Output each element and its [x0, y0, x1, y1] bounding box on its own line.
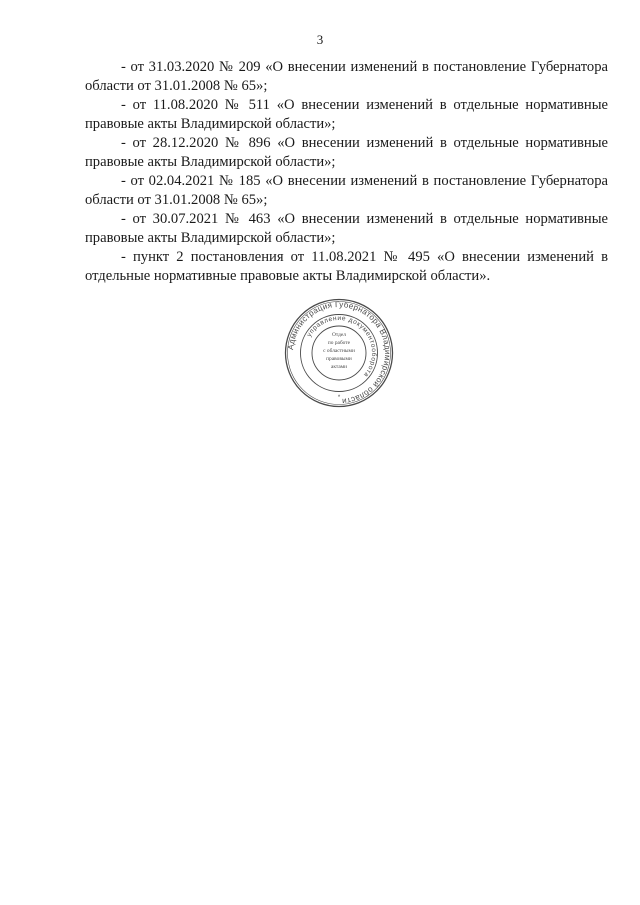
list-item: - от 28.12.2020 № 896 «О внесении изменений в отдельные нормативные правовые акты Владимирской области»;	[85, 135, 608, 170]
stamp-star-icon: *	[337, 395, 341, 401]
official-stamp	[284, 298, 394, 408]
list-item: - от 02.04.2021 № 185 «О внесении изменений в постановление Губернатора области от 31.01.2008 № 65»;	[85, 173, 608, 208]
stamp-seal-icon	[284, 298, 394, 408]
stamp-center-line: Отдел	[331, 332, 347, 338]
stamp-outer-text: Администрация Губернатора Владимирской области	[286, 299, 393, 406]
stamp-center-line: по работе	[327, 340, 351, 346]
stamp-center-line: правовыми	[326, 356, 352, 362]
list-item: - пункт 2 постановления от 11.08.2021 № 495 «О внесении изменений в отдельные нормативные правовые акты Владимирской области».	[85, 249, 608, 284]
stamp-center-line: актами	[330, 364, 348, 370]
stamp-center-line: с областными	[323, 348, 355, 354]
stamp-inner-text: управление документооборота	[305, 314, 378, 379]
page-number: 3	[316, 32, 324, 47]
list-item: - от 31.03.2020 № 209 «О внесении изменений в постановление Губернатора области от 31.01.2008 № 65»;	[85, 59, 608, 94]
document-body	[85, 58, 608, 286]
list-item: - от 11.08.2020 № 511 «О внесении изменений в отдельные нормативные правовые акты Владимирской области»;	[85, 97, 608, 132]
list-item: - от 30.07.2021 № 463 «О внесении изменений в отдельные нормативные правовые акты Владимирской области»;	[85, 211, 608, 246]
